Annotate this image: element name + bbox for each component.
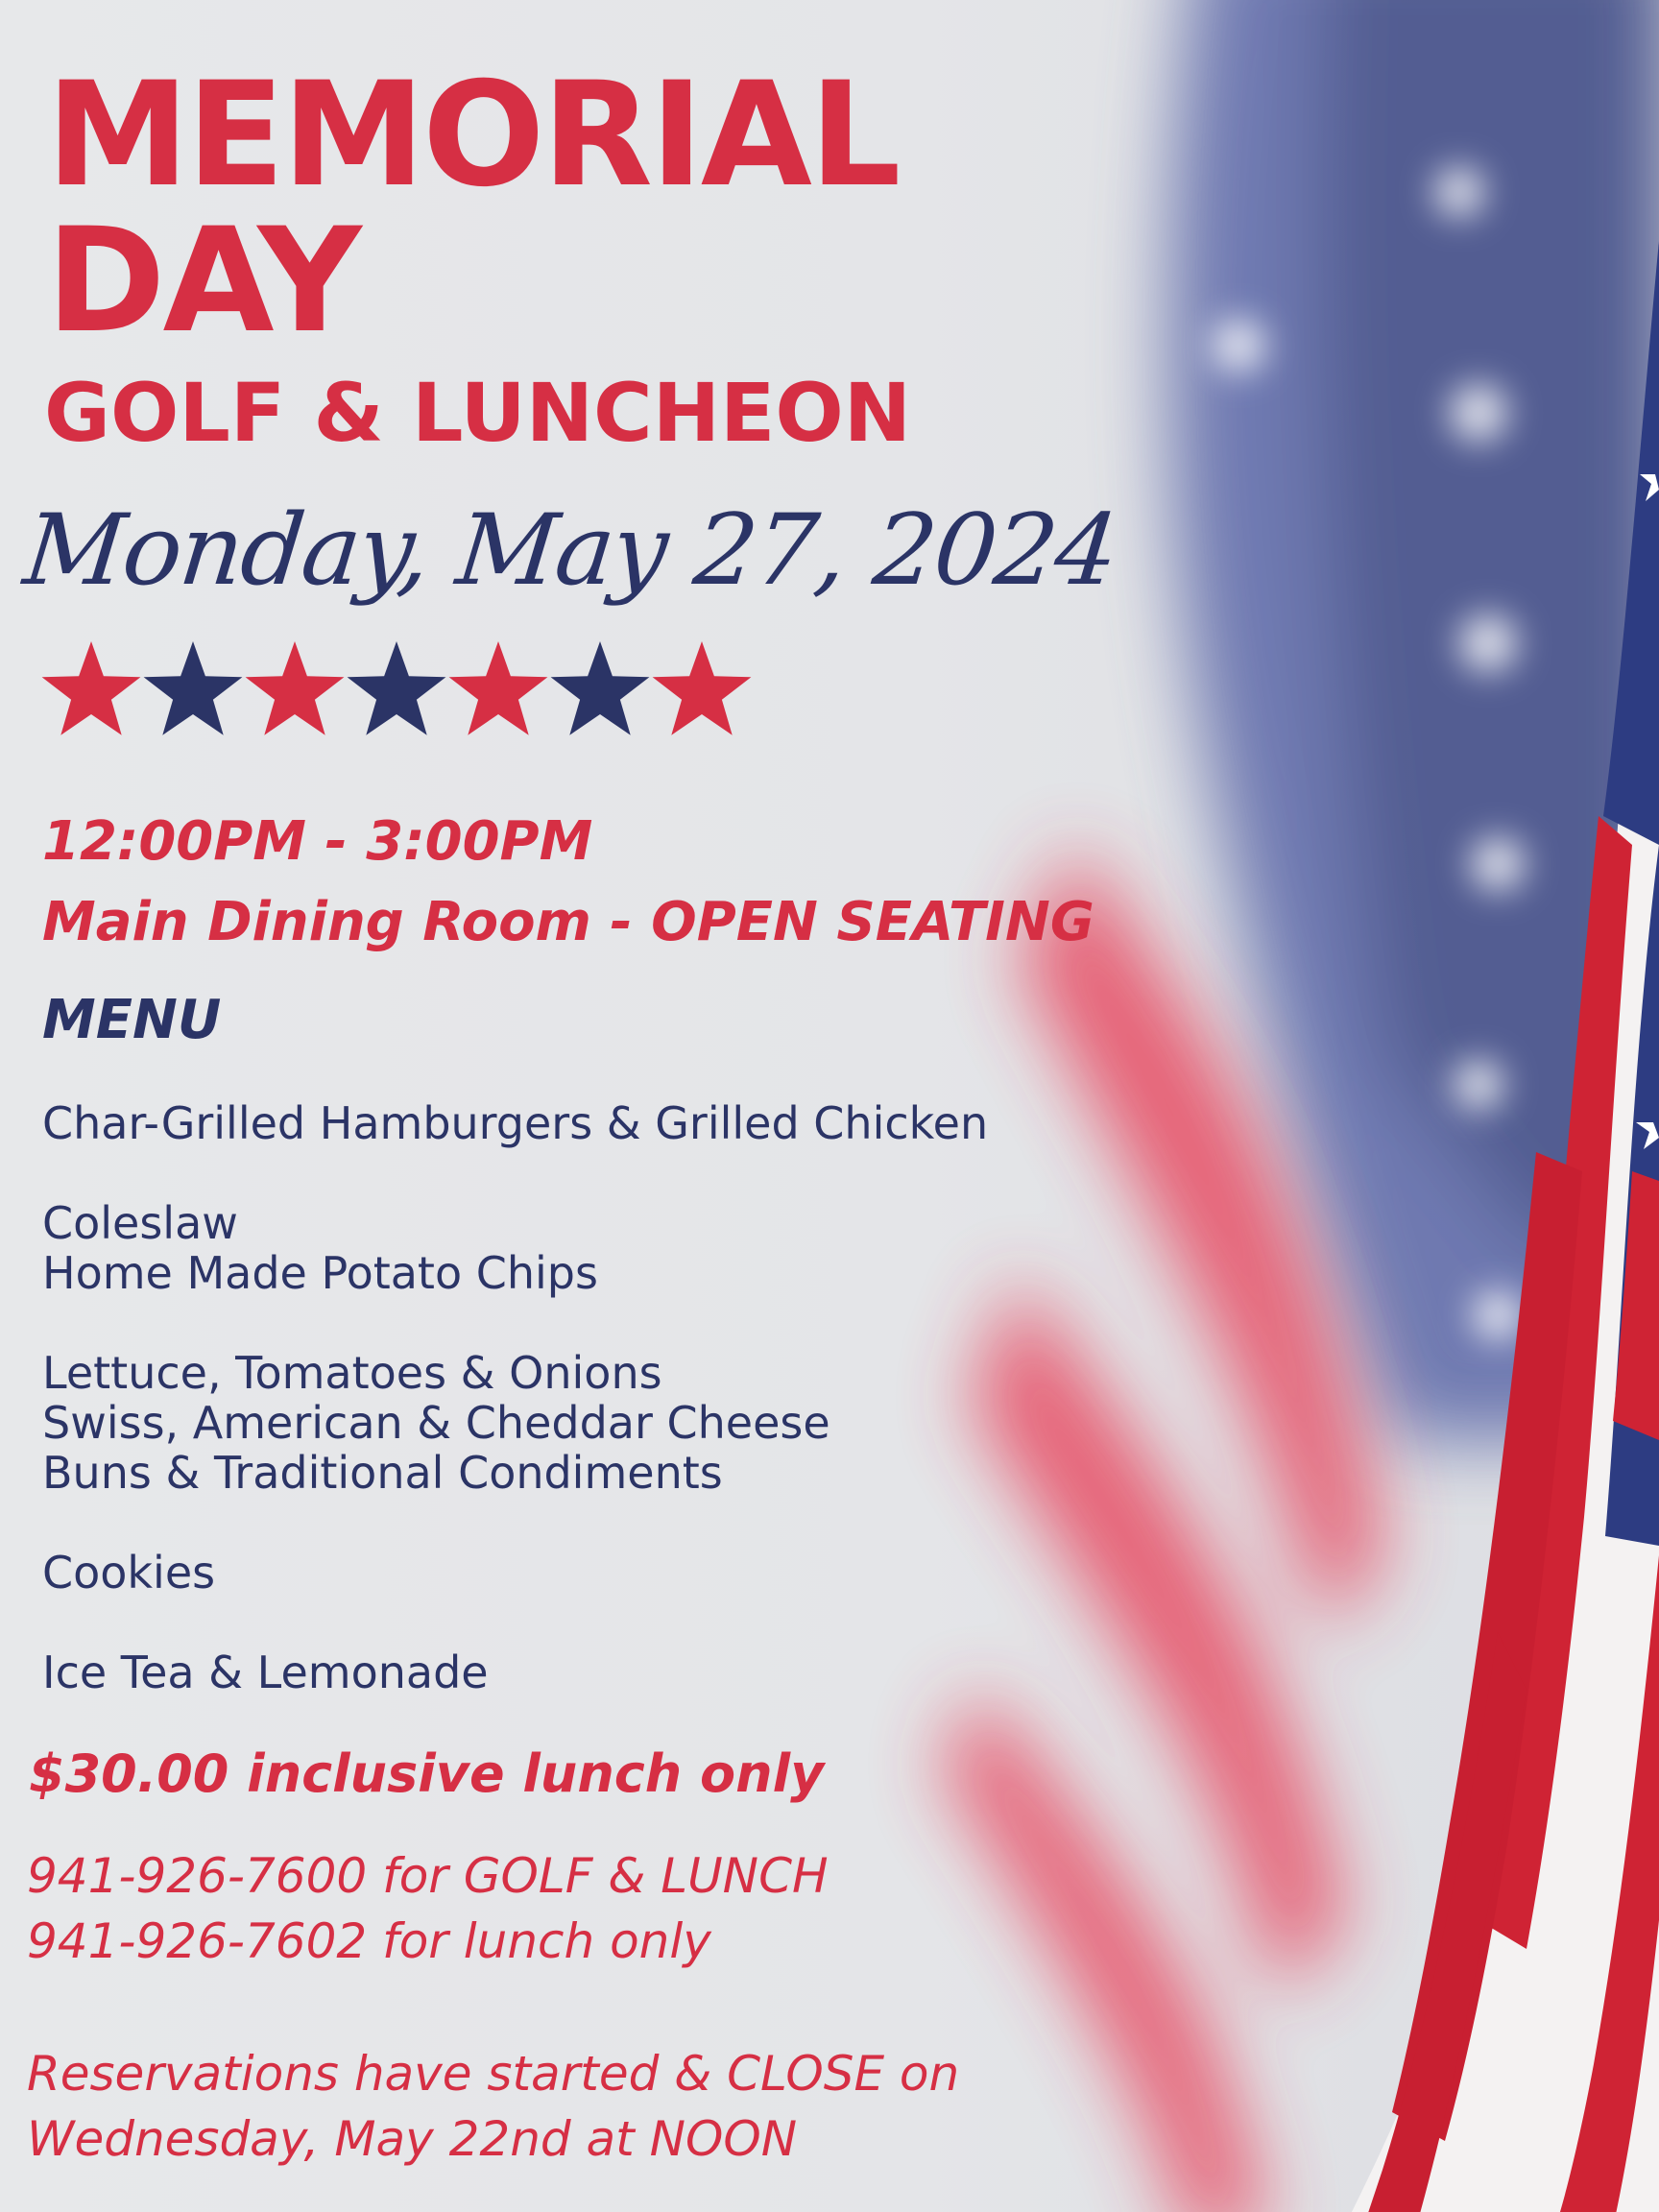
menu-item: Char-Grilled Hamburgers & Grilled Chicken bbox=[42, 1097, 989, 1149]
menu-item: Buns & Traditional Condiments bbox=[42, 1447, 723, 1499]
subtitle: GOLF & LUNCHEON bbox=[44, 366, 912, 460]
phone-list bbox=[27, 1843, 829, 1974]
star-icon bbox=[449, 641, 548, 735]
menu-item: Swiss, American & Cheddar Cheese bbox=[42, 1397, 830, 1449]
event-time: 12:00PM - 3:00PM bbox=[42, 810, 593, 873]
menu-item: Ice Tea & Lemonade bbox=[42, 1647, 489, 1698]
menu-item: Coleslaw bbox=[42, 1197, 238, 1249]
star-row bbox=[40, 637, 780, 745]
menu-item: Lettuce, Tomatoes & Onions bbox=[42, 1347, 662, 1399]
reservations-note bbox=[27, 2041, 959, 2172]
price: $30.00 inclusive lunch only bbox=[29, 1743, 825, 1804]
star-icon bbox=[653, 641, 752, 735]
menu-list bbox=[42, 1098, 988, 1697]
menu-item: Cookies bbox=[42, 1547, 216, 1599]
reservations-line: Wednesday, May 22nd at NOON bbox=[27, 2111, 798, 2167]
star-icon bbox=[246, 641, 345, 735]
star-icon bbox=[551, 641, 650, 735]
star-icon bbox=[144, 641, 243, 735]
star-icon bbox=[348, 641, 446, 735]
menu-heading: MENU bbox=[42, 989, 222, 1051]
star-icon bbox=[42, 641, 141, 735]
reservations-line: Reservations have started & CLOSE on bbox=[27, 2046, 960, 2102]
menu-item: Home Made Potato Chips bbox=[42, 1247, 598, 1299]
event-venue: Main Dining Room - OPEN SEATING bbox=[42, 891, 1094, 953]
phone-golf-lunch[interactable]: 941-926-7600 for GOLF & LUNCH bbox=[27, 1848, 829, 1904]
phone-lunch-only[interactable]: 941-926-7602 for lunch only bbox=[27, 1913, 711, 1969]
event-date: Monday, May 27, 2024 bbox=[18, 493, 1122, 608]
title-memorial: MEMORIAL bbox=[46, 52, 899, 219]
title-day: DAY bbox=[46, 198, 359, 365]
